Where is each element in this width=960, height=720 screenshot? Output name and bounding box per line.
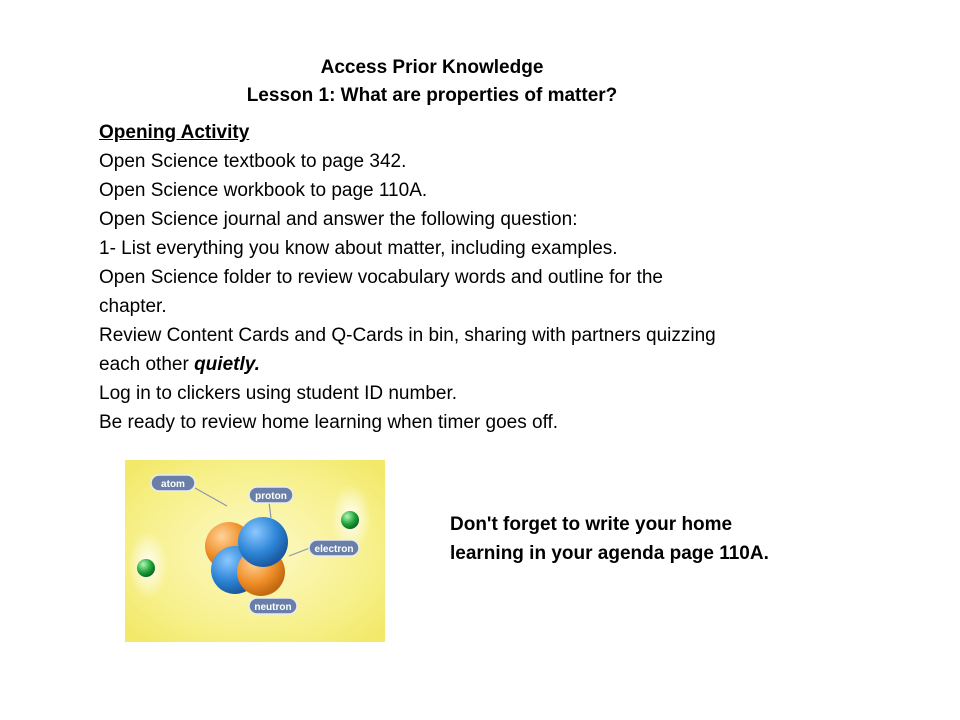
activity-heading: Opening Activity bbox=[99, 122, 250, 143]
reminder-line-2: learning in your agenda page 110A. bbox=[450, 543, 769, 564]
activity-line: Open Science journal and answer the following question: bbox=[99, 209, 578, 230]
activity-line: Log in to clickers using student ID number. bbox=[99, 383, 458, 404]
activity-line: Review Content Cards and Q-Cards in bin, sharing with partners quizzing bbox=[99, 325, 716, 346]
opening-activity bbox=[99, 118, 839, 437]
atom-diagram bbox=[125, 460, 385, 642]
label-atom-text: atom bbox=[161, 479, 185, 490]
activity-line: Open Science textbook to page 342. bbox=[99, 151, 407, 172]
proton-sphere bbox=[238, 517, 288, 567]
label-atom bbox=[151, 475, 195, 491]
activity-line: Open Science folder to review vocabulary words and outline for the bbox=[99, 267, 663, 288]
label-electron-text: electron bbox=[314, 544, 354, 555]
activity-line: 1- List everything you know about matter, including examples. bbox=[99, 238, 618, 259]
activity-line-quietly bbox=[99, 350, 839, 379]
title-line-2: Lesson 1: What are properties of matter? bbox=[246, 85, 618, 106]
label-neutron-text: neutron bbox=[254, 602, 292, 613]
quietly-emphasis: quietly. bbox=[194, 354, 260, 375]
label-neutron bbox=[249, 598, 297, 614]
title-line-1: Access Prior Knowledge bbox=[320, 57, 544, 78]
label-electron bbox=[309, 540, 359, 556]
activity-line: Open Science workbook to page 110A. bbox=[99, 180, 428, 201]
electron-sphere bbox=[341, 511, 359, 529]
electron-sphere bbox=[137, 559, 155, 577]
atom-illustration bbox=[125, 460, 385, 642]
activity-line-prefix: each other bbox=[99, 354, 195, 375]
label-proton bbox=[249, 487, 293, 503]
activity-line: chapter. bbox=[99, 296, 167, 317]
activity-line: Be ready to review home learning when timer goes off. bbox=[99, 412, 559, 433]
slide-title bbox=[0, 54, 864, 110]
label-proton-text: proton bbox=[255, 491, 287, 502]
home-learning-reminder bbox=[450, 510, 850, 568]
reminder-line-1: Don't forget to write your home bbox=[450, 514, 733, 535]
